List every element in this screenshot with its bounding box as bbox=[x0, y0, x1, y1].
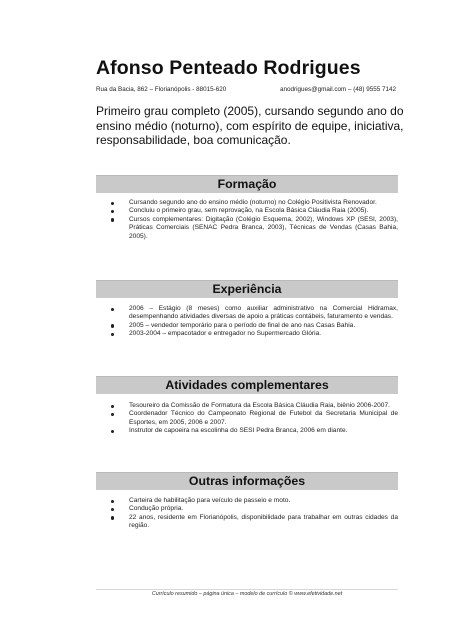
bullet-icon bbox=[111, 508, 114, 511]
list-item: Carteira de habilitação para veículo de passeio e moto. bbox=[104, 497, 398, 505]
list-formacao bbox=[104, 199, 398, 241]
section-title-atividades: Atividades complementares bbox=[96, 376, 398, 394]
bullet-icon bbox=[111, 333, 114, 336]
bullet-icon bbox=[111, 430, 114, 433]
bullet-icon bbox=[111, 324, 114, 327]
contact-line bbox=[96, 86, 396, 96]
bullet-icon bbox=[111, 210, 114, 213]
list-item: 2005 – vendedor temporário para o período de final de ano nas Casas Bahia. bbox=[104, 322, 398, 330]
section-title-outras: Outras informações bbox=[96, 472, 398, 490]
address-text: Rua da Bacia, 862 – Florianópolis - 88015-620 bbox=[96, 86, 227, 93]
footer-note: Currículo resumido – página única – modelo de currículo © www.efetividade.net bbox=[151, 591, 343, 597]
list-item: Concluiu o primeiro grau, sem reprovação, na Escola Básica Cláudia Raia (2005). bbox=[104, 207, 398, 215]
list-item: Cursando segundo ano do ensino médio (noturno) no Colégio Positivista Renovador. bbox=[104, 199, 398, 207]
bullet-icon bbox=[111, 405, 114, 408]
list-item: 2006 – Estágio (8 meses) como auxiliar administrativo na Comercial Hidramax, desempenhando atividades diversas de apoio a práticas contábeis, faturamento e vendas. bbox=[104, 305, 398, 322]
section-title-formacao: Formação bbox=[96, 175, 398, 193]
email-phone-text: anodrigues@gmail.com – (48) 9555 7142 bbox=[280, 86, 396, 93]
list-experiencia bbox=[104, 305, 398, 339]
list-item: 22 anos, residente em Florianópolis, disponibilidade para trabalhar em outras cidades da região. bbox=[104, 514, 398, 531]
list-item: Coordenador Técnico do Campeonato Regional de Futebol da Secretaria Municipal de Esportes, em 2005, 2006 e 2007. bbox=[104, 410, 398, 427]
list-item: Tesoureiro da Comissão de Formatura da Escola Básica Cláudia Raia, biênio 2006-2007. bbox=[104, 402, 398, 410]
objective-summary: Primeiro grau completo (2005), cursando segundo ano do ensino médio (noturno), com espírito de equipe, iniciativa, responsabilidade, boa comunicação. bbox=[96, 104, 404, 147]
bullet-icon bbox=[111, 308, 114, 311]
list-item: 2003-2004 – empacotador e entregador no Supermercado Glória. bbox=[104, 330, 398, 338]
list-item: Cursos complementares: Digitação (Colégio Esquema, 2002), Windows XP (SESI, 2003), Práticas Comerciais (SENAC Pedra Branca, 2003), Técnicas de Vendas (Casas Bahia, 2005). bbox=[104, 216, 398, 241]
bullet-icon bbox=[111, 202, 114, 205]
resume-name: Afonso Penteado Rodrigues bbox=[96, 57, 361, 79]
bullet-icon bbox=[111, 218, 114, 221]
bullet-icon bbox=[111, 500, 114, 503]
footer-divider bbox=[96, 589, 398, 590]
section-title-experiencia: Experiência bbox=[96, 280, 398, 298]
list-item: Instrutor de capoeira na escolinha do SESI Pedra Branca, 2006 em diante. bbox=[104, 427, 398, 435]
list-item: Condução própria. bbox=[104, 505, 398, 513]
bullet-icon bbox=[111, 413, 114, 416]
list-outras bbox=[104, 497, 398, 531]
list-atividades bbox=[104, 402, 398, 436]
bullet-icon bbox=[111, 516, 114, 519]
